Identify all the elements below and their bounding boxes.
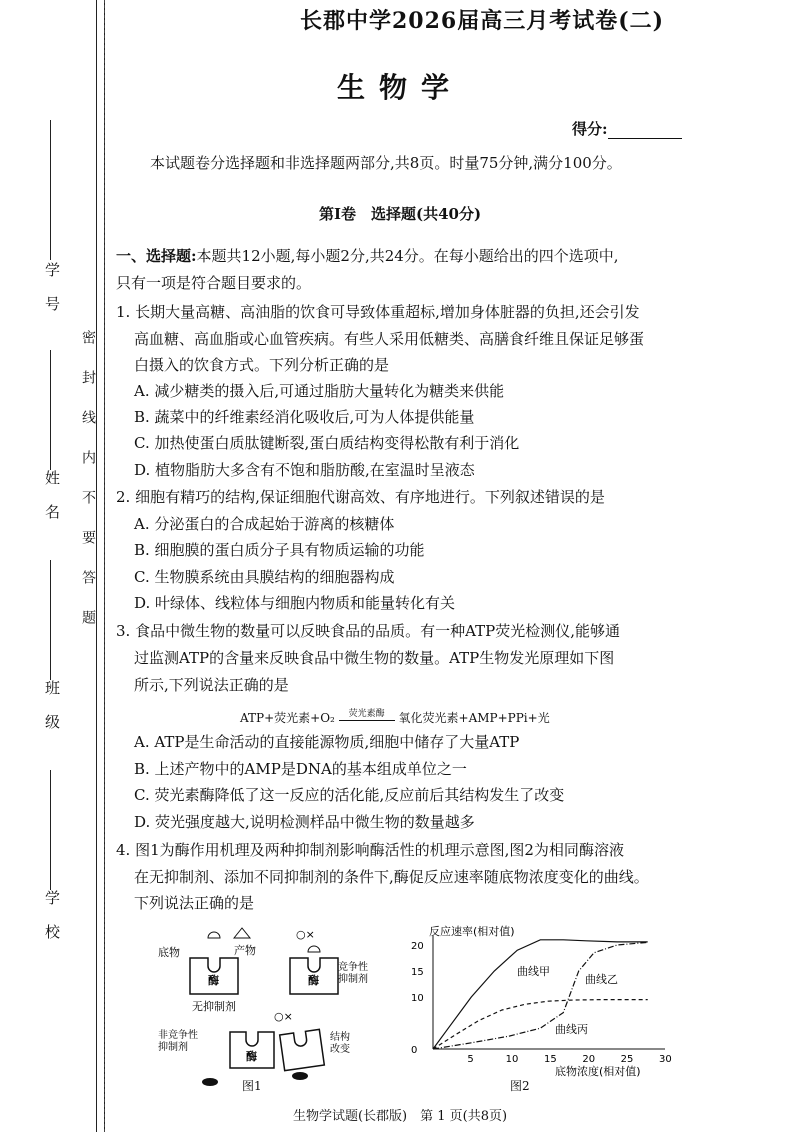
equation-enzyme: 荧光素酶 xyxy=(348,709,385,719)
section-heading-line2: 只有一项是符合题目要求的。 xyxy=(116,274,312,292)
seal-line-text: 密 封 线 内 不 要 答 题 xyxy=(80,330,96,630)
page-footer: 生物学试题(长郡版) 第 1 页(共8页) xyxy=(292,1109,508,1124)
q2-stem: 2. 细胞有精巧的结构,保证细胞代谢高效、有序地进行。下列叙述错误的是 xyxy=(116,488,605,506)
x-tick-label: 30 xyxy=(659,1054,672,1065)
q1-stem-line1: 1. 长期大量高糖、高油脂的饮食可导致体重超标,增加身体脏器的负担,还会引发 xyxy=(116,303,640,321)
figure2-chart xyxy=(405,925,675,1085)
x-tick-label: 10 xyxy=(505,1054,519,1065)
label-competitive-2: 抑制剂 xyxy=(338,974,368,985)
y-tick-label: 20 xyxy=(411,941,424,952)
figure1-caption: 图1 xyxy=(242,1079,262,1093)
noncompetitive-inhibitor-shape xyxy=(202,1078,218,1086)
equation-arrow xyxy=(339,709,395,721)
label-product: 产物 xyxy=(234,944,256,957)
y-tick-label: 15 xyxy=(411,967,424,978)
label-competitive: 竞争性 xyxy=(338,962,368,973)
field4-label: 学 校 xyxy=(43,890,61,941)
q2-option-a: A. 分泌蛋白的合成起始于游离的核糖体 xyxy=(134,515,395,533)
q4-stem-line3: 下列说法正确的是 xyxy=(134,894,255,912)
score-blank xyxy=(608,124,682,139)
enzyme-shape-4 xyxy=(280,1029,325,1070)
y-tick-label: 0 xyxy=(411,1045,418,1056)
q3-stem-line3: 所示,下列说法正确的是 xyxy=(134,676,289,694)
label-substrate: 底物 xyxy=(158,946,180,959)
x-tick-label: 20 xyxy=(582,1054,596,1065)
score-label: 得分: xyxy=(572,120,608,138)
exam-title: 长郡中学2026届高三月考试卷(二) xyxy=(300,8,665,34)
series-label-yi: 曲线乙 xyxy=(585,973,618,986)
field2-label: 姓 名 xyxy=(43,470,61,521)
q4-stem-line1: 4. 图1为酶作用机理及两种抑制剂影响酶活性的机理示意图,图2为相同酶溶液 xyxy=(116,841,624,859)
series-line-1 xyxy=(433,942,648,1049)
q3-option-b: B. 上述产物中的AMP是DNA的基本组成单位之一 xyxy=(134,760,467,778)
label-noncompetitive-2: 抑制剂 xyxy=(158,1042,188,1053)
competitive-inhibitor-shape xyxy=(308,946,320,952)
y-tick-label: 10 xyxy=(411,993,424,1004)
label-enzyme-1: 酶 xyxy=(208,974,219,987)
q2-option-b: B. 细胞膜的蛋白质分子具有物质运输的功能 xyxy=(134,541,425,559)
q3-option-c: C. 荧光素酶降低了这一反应的活化能,反应前后其结构发生了改变 xyxy=(134,786,565,804)
subject-title: 生物学 xyxy=(336,71,463,104)
q3-stem-line2: 过监测ATP的含量来反映食品中微生物的数量。ATP生物发光原理如下图 xyxy=(134,649,615,667)
q2-option-d: D. 叶绿体、线粒体与细胞内物质和能量转化有关 xyxy=(134,594,456,612)
section-heading xyxy=(116,246,619,266)
x-tick-label: 25 xyxy=(620,1054,634,1065)
series-line-2 xyxy=(433,1000,648,1049)
field3-label: 班 级 xyxy=(43,680,61,731)
series-label-jia: 曲线甲 xyxy=(517,965,550,978)
field1-label: 学 号 xyxy=(43,262,61,313)
q1-stem-line2: 高血糖、高血脂或心血管疾病。有些人采用低糖类、高膳食纤维且保证足够蛋 xyxy=(134,330,645,348)
field3-blank xyxy=(50,560,51,680)
section-heading-rest: 本题共12小题,每小题2分,共24分。在每小题给出的四个选项中, xyxy=(196,247,619,265)
figure2-caption: 图2 xyxy=(510,1079,530,1093)
bound-inhibitor-shape xyxy=(292,1072,308,1080)
part-title: 第Ⅰ卷 选择题(共40分) xyxy=(318,205,482,223)
series-line-0 xyxy=(433,940,648,1049)
block-mark-1: ○× xyxy=(296,928,315,941)
equation-left: ATP+荧光素+O₂ xyxy=(240,711,335,725)
q3-option-d: D. 荧光强度越大,说明检测样品中微生物的数量越多 xyxy=(134,813,475,831)
label-structure-2: 改变 xyxy=(330,1044,350,1055)
series-label-bing: 曲线丙 xyxy=(555,1023,588,1036)
binding-dashed-line xyxy=(104,0,105,1132)
exam-intro: 本试题卷分选择题和非选择题两部分,共8页。时量75分钟,满分100分。 xyxy=(150,154,622,172)
q4-stem-line2: 在无抑制剂、添加不同抑制剂的条件下,酶促反应速率随底物浓度变化的曲线。 xyxy=(134,868,649,886)
q1-option-d: D. 植物脂肪大多含有不饱和脂肪酸,在室温时呈液态 xyxy=(134,461,475,479)
product-shape-1 xyxy=(234,928,250,938)
figure1-diagram xyxy=(150,920,370,1100)
substrate-shape-1 xyxy=(208,932,220,938)
q3-option-a: A. ATP是生命活动的直接能源物质,细胞中储存了大量ATP xyxy=(134,733,520,751)
label-noncompetitive: 非竞争性 xyxy=(158,1030,198,1041)
q3-stem-line1: 3. 食品中微生物的数量可以反映食品的品质。有一种ATP荧光检测仪,能够通 xyxy=(116,622,620,640)
equation-right: 氧化荧光素+AMP+PPi+光 xyxy=(398,711,550,725)
section-heading-bold: 一、选择题: xyxy=(116,247,197,265)
q1-option-a: A. 减少糖类的摄入后,可通过脂肪大量转化为糖类来供能 xyxy=(134,382,505,400)
q1-stem-line3: 白摄入的饮食方式。下列分析正确的是 xyxy=(134,356,390,374)
atp-equation xyxy=(240,709,550,726)
q2-option-c: C. 生物膜系统由具膜结构的细胞器构成 xyxy=(134,568,395,586)
block-mark-2: ○× xyxy=(274,1010,293,1023)
field4-blank xyxy=(50,770,51,890)
x-axis-label: 底物浓度(相对值) xyxy=(555,1065,641,1078)
q1-option-b: B. 蔬菜中的纤维素经消化吸收后,可为人体提供能量 xyxy=(134,408,475,426)
label-no-inhibitor: 无抑制剂 xyxy=(192,1000,236,1013)
x-tick-label: 15 xyxy=(544,1054,557,1065)
q1-option-c: C. 加热使蛋白质肽键断裂,蛋白质结构变得松散有利于消化 xyxy=(134,434,520,452)
x-tick-label: 5 xyxy=(467,1054,474,1065)
field1-blank xyxy=(50,120,51,260)
score-field xyxy=(572,118,682,139)
label-enzyme-3: 酶 xyxy=(246,1050,257,1063)
label-structure: 结构 xyxy=(330,1032,350,1043)
field2-blank xyxy=(50,350,51,470)
label-enzyme-2: 酶 xyxy=(308,974,319,987)
y-axis-label: 反应速率(相对值) xyxy=(429,925,515,938)
